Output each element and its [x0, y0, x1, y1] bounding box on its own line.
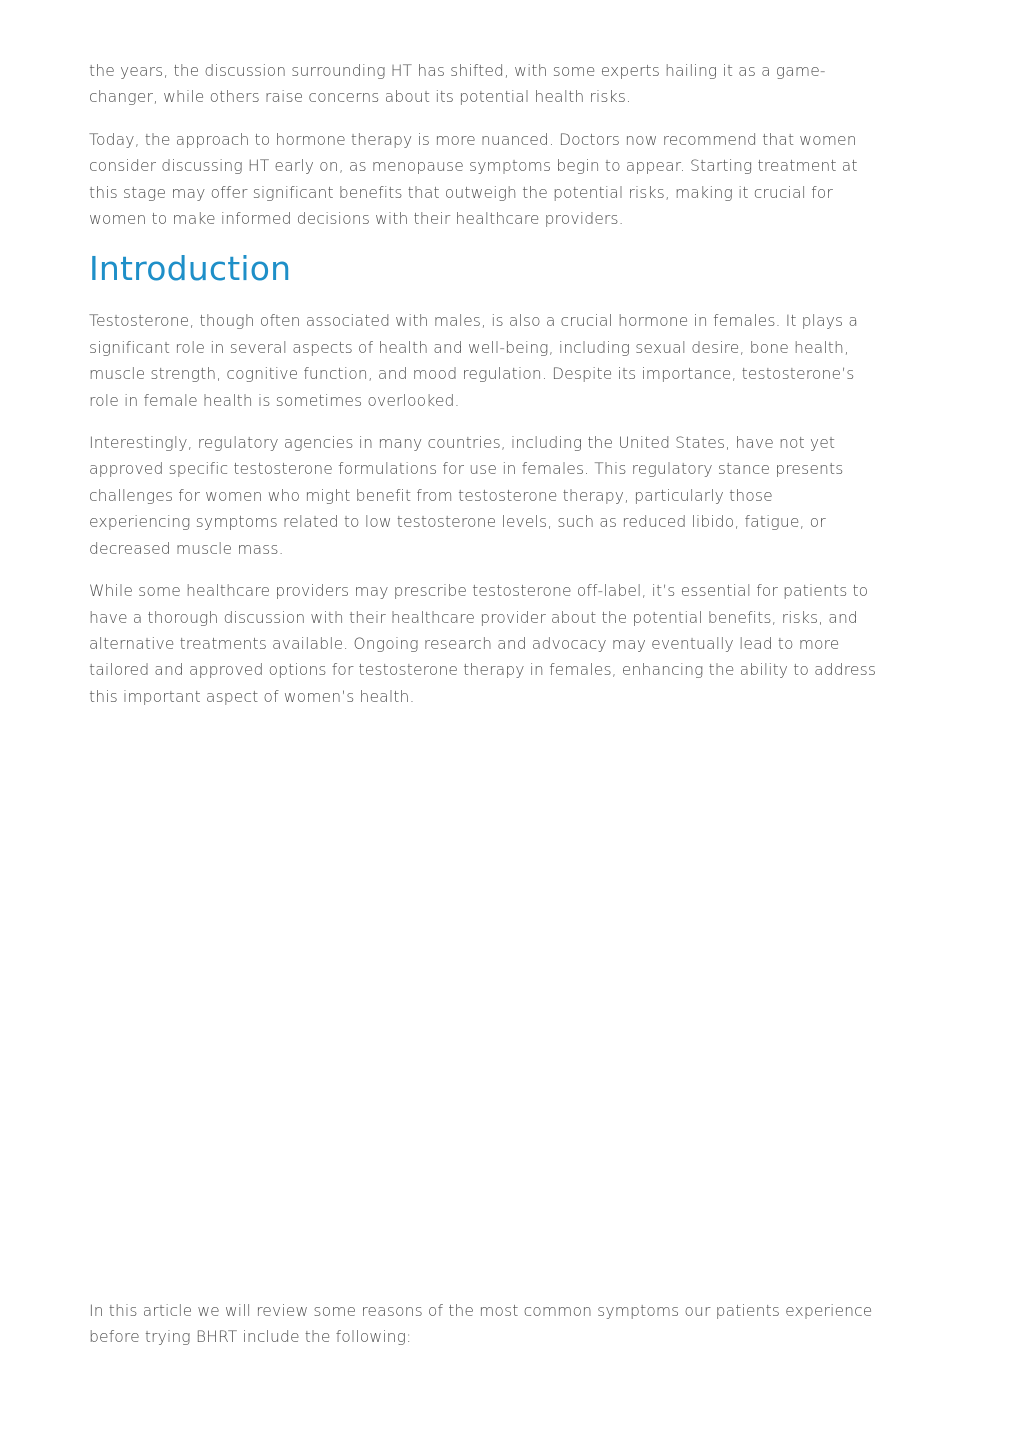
document-body	[89, 58, 879, 726]
introduction-paragraph-1: Testosterone, though often associated with males, is also a crucial hormone in females. It plays a significant role in several aspects of health and well-being, including sexual desire, bone health, muscle strength, cognitive function, and mood regulation. Despite its importance, testosterone’s role in female health is sometimes overlooked.	[89, 312, 858, 410]
closing-section	[89, 1298, 879, 1367]
section-heading-introduction: Introduction	[89, 249, 292, 289]
introduction-paragraph-2: Interestingly, regulatory agencies in many countries, including the United States, have not yet approved specific testosterone formulations for use in females. This regulatory stance presents challenges for women who might benefit from testosterone therapy, particularly those experiencing symptoms related to low testosterone levels, such as reduced libido, fatigue, or decreased muscle mass.	[89, 434, 844, 558]
closing-paragraph: In this article we will review some reasons of the most common symptoms our patients experience before trying BHRT include the following:	[89, 1302, 873, 1347]
introduction-paragraph-3: While some healthcare providers may prescribe testosterone off-label, it’s essential for patients to have a thorough discussion with their healthcare provider about the potential benefits, risks, and alternative treatments available. Ongoing research and advocacy may eventually lead to more tailored and approved options for testosterone therapy in females, enhancing the ability to address this important aspect of women’s health.	[89, 582, 877, 706]
intro-paragraph-2: Today, the approach to hormone therapy is more nuanced. Doctors now recommend that women consider discussing HT early on, as menopause symptoms begin to appear. Starting treatment at this stage may offer significant benefits that outweigh the potential risks, making it crucial for women to make informed decisions with their healthcare providers.	[89, 130, 858, 229]
intro-paragraph-1: the years, the discussion surrounding HT has shifted, with some experts hailing it as a game-changer, while others raise concerns about its potential health risks.	[89, 62, 826, 107]
